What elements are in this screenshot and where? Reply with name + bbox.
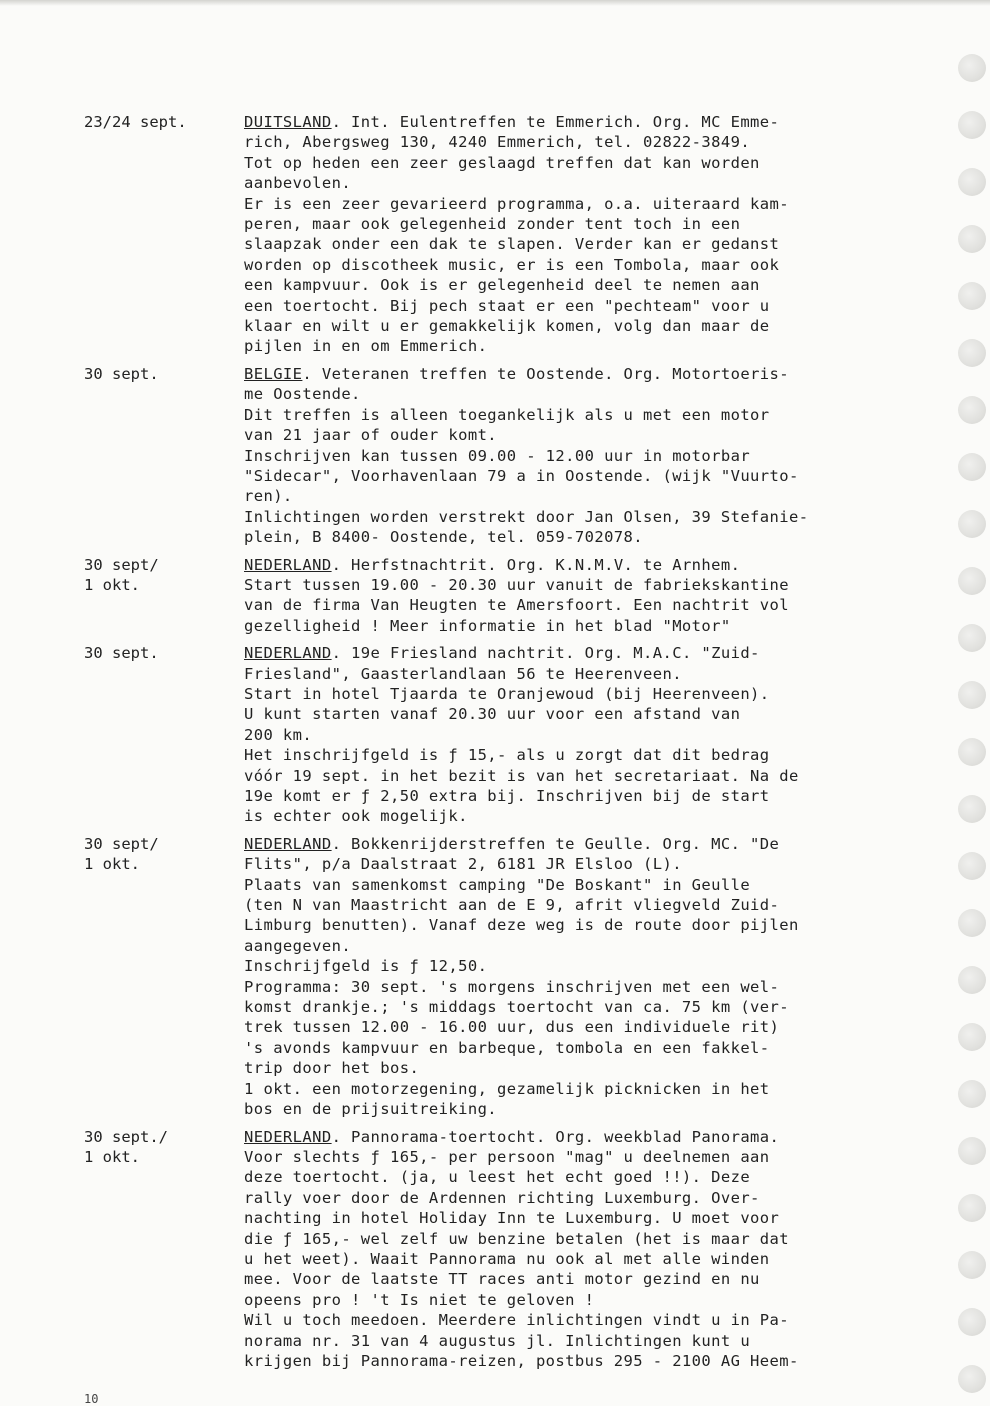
binder-hole-icon [958,681,986,709]
event-paragraph: Start in hotel Tjaarda te Oranjewoud (bij Heerenveen). U kunt starten vanaf 20.30 uur voor een afstand van 200 km. [244,684,770,744]
binder-hole-icon [958,168,986,196]
event-date: 30 sept/ 1 okt. [84,555,159,594]
binder-hole-icon [958,1137,986,1165]
event-date: 23/24 sept. [84,113,187,131]
event-paragraph: Het inschrijfgeld is ƒ 15,- als u zorgt dat dit bedrag vóór 19 sept. in het bezit is van het secretariaat. Na de 19e komt er ƒ 2,50 extra bij. Inschrijven bij de start is echter ook mogelijk. [244,746,799,826]
event-paragraph: Inschrijfgeld is ƒ 12,50. [244,957,488,976]
event-paragraph: Programma: 30 sept. 's morgens inschrijven met een wel- komst drankje.; 's middags toertocht van ca. 75 km (ver- trek tussen 12.00 - 16.00 uur, dus een individuele rit) 's avonds kampvuur en barbeque, tombola en een fakkel- trip door het bos. [244,977,789,1078]
event-entry [84,834,954,1120]
binder-hole-icon [958,909,986,937]
event-country: NEDERLAND [244,644,332,663]
event-body [244,643,954,827]
binder-hole-icon [958,1365,986,1393]
event-country: NEDERLAND [244,555,332,574]
binder-hole-icon [958,225,986,253]
binder-hole-icon [958,282,986,310]
binder-hole-icon [958,1023,986,1051]
binder-hole-icon [958,624,986,652]
binder-hole-icon [958,1194,986,1222]
event-paragraph: Inschrijven kan tussen 09.00 - 12.00 uur in motorbar "Sidecar", Voorhavenlaan 79 a in Oostende. (wijk "Vuurto- ren). [244,446,799,506]
event-body [244,555,954,637]
event-paragraph [244,555,954,637]
binder-hole-icon [958,54,986,82]
event-paragraph [244,1127,954,1311]
event-text: . Veteranen treffen te Oostende. Org. Motortoeris- me Oostende. [244,364,789,404]
event-paragraph: Plaats van samenkomst camping "De Boskant" in Geulle (ten N van Maastricht aan de E 9, afrit vliegveld Zuid- Limburg benutten). Vanaf deze weg is de route door pijlen aangegeven. [244,875,799,955]
event-entry [84,112,954,357]
event-body [244,1127,954,1372]
page-number: 10 [84,1392,99,1406]
binder-hole-icon [958,738,986,766]
event-entry [84,555,954,637]
page-top-edge [0,0,990,6]
binder-hole-icon [958,1251,986,1279]
event-paragraph: 1 okt. een motorzegening, gezamelijk picknicken in het bos en de prijsuitreiking. [244,1079,770,1119]
binder-hole-icon [958,453,986,481]
event-body [244,364,954,548]
event-body [244,112,954,357]
event-date: 30 sept. [84,364,159,383]
event-paragraph: Er is een zeer gevarieerd programma, o.a. uiteraard kam- peren, maar ook gelegenheid zonder tent toch in een slaapzak onder een dak te slapen. Verder kan er gedanst worden op discotheek music, er is een Tombola, maar ook een kampvuur. Ook is er gelegenheid deel te nemen aan een toertocht. Bij pech staat er een "pechteam" voor u klaar en wilt u er gemakkelijk komen, volg dan maar de pijlen in en om Emmerich. [244,194,789,356]
event-text: . Int. Eulentreffen te Emmerich. Org. MC Emme- rich, Abergsweg 130, 4240 Emmerich, tel. 02822-3849. Tot op heden een zeer geslaagd treffen dat kan worden aanbevolen. [244,113,780,193]
event-entry [84,643,954,827]
event-paragraph [244,834,954,875]
event-entry [84,1127,954,1372]
binder-hole-icon [958,1080,986,1108]
event-country: BELGIE [244,364,303,383]
event-paragraph [244,643,954,684]
event-entry [84,364,954,548]
event-paragraph [244,112,954,194]
event-paragraph: Inlichtingen worden verstrekt door Jan Olsen, 39 Stefanie- plein, B 8400- Oostende, tel. 059-702078. [244,507,809,547]
binder-holes [958,44,990,1405]
binder-hole-icon [958,966,986,994]
binder-hole-icon [958,852,986,880]
event-country: NEDERLAND [244,1127,332,1146]
event-text: . Bokkenrijderstreffen te Geulle. Org. MC. "De Flits", p/a Daalstraat 2, 6181 JR Elsloo (L). [244,834,780,874]
event-country: DUITSLAND [244,113,332,131]
binder-hole-icon [958,339,986,367]
event-date: 30 sept./ 1 okt. [84,1127,168,1166]
event-paragraph: Dit treffen is alleen toegankelijk als u met een motor van 21 jaar of ouder komt. [244,405,770,445]
event-date: 30 sept. [84,644,159,663]
event-date: 30 sept/ 1 okt. [84,834,159,874]
event-text: . 19e Friesland nachtrit. Org. M.A.C. "Zuid- Friesland", Gaasterlandlaan 56 te Heerenveen. [244,644,760,683]
event-text: . Herfstnachtrit. Org. K.N.M.V. te Arnhem. Start tussen 19.00 - 20.30 uur vanuit de fabriekskantine van de firma Van Heugten te Amersfoort. Een nachtrit vol gezelligheid ! Meer informatie in het blad "Motor" [244,555,789,635]
event-paragraph [244,364,954,405]
binder-hole-icon [958,510,986,538]
binder-hole-icon [958,567,986,595]
binder-hole-icon [958,795,986,823]
binder-hole-icon [958,111,986,139]
binder-hole-icon [958,396,986,424]
event-body [244,834,954,1120]
event-paragraph: Wil u toch meedoen. Meerdere inlichtingen vindt u in Pa- norama nr. 31 van 4 augustus jl. Inlichtingen kunt u krijgen bij Pannorama-reizen, postbus 295 - 2100 AG Heem- [244,1311,799,1370]
binder-hole-icon [958,1308,986,1336]
event-list [84,112,954,1378]
event-text: . Pannorama-toertocht. Org. weekblad Panorama. Voor slechts ƒ 165,- per persoon "mag" u deelnemen aan deze toertocht. (ja, u leest het echt goed !!). Deze rally voer door de Ardennen richting Luxemburg. Over- nachting in hotel Holiday Inn te Luxemburg. U moet voor die ƒ 165,- wel zelf uw benzine betalen (het is maar dat u het weet). Waait Pannorama nu ook al met alle winden mee. Voor de laatste TT races anti motor gezind en nu opeens pro ! 't Is niet te geloven ! [244,1127,789,1309]
event-country: NEDERLAND [244,834,332,853]
